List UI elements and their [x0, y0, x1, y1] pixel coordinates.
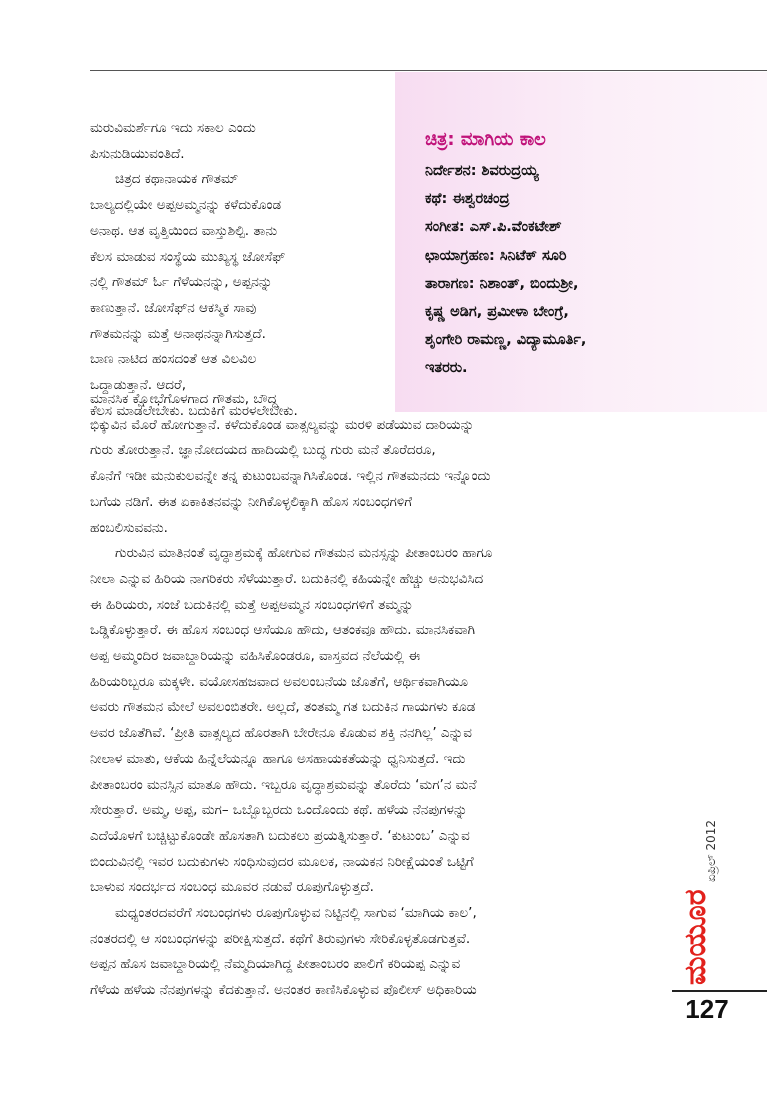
- text-line: ಭಿಕ್ಕುವಿನ ಮೊರೆ ಹೋಗುತ್ತಾನೆ. ಕಳೆದುಕೊಂಡ ವಾತ್ಸಲ್ಯವನ್ನು ಮರಳಿ ಪಡೆಯುವ ದಾರಿಯನ್ನು: [90, 416, 475, 433]
- credit-line: ಸಂಗೀತ: ಎಸ್.ಪಿ.ವೆಂಕಟೇಶ್: [425, 219, 562, 236]
- text-line: ಬಗೆಯ ನಡಿಗೆ. ಈತ ಏಕಾಕಿತನವನ್ನು ನೀಗಿಕೊಳ್ಳಲಿಕ್ಕಾಗಿ ಹೊಸ ಸಂಬಂಧಗಳಿಗೆ: [90, 493, 413, 510]
- magazine-footer: [668, 800, 728, 985]
- text-line: ಒಡ್ಡಿಕೊಳ್ಳುತ್ತಾರೆ. ಈ ಹೊಸ ಸಂಬಂಧ ಆಸೆಯೂ ಹೌದು, ಆತಂಕವೂ ಹೌದು. ಮಾನಸಿಕವಾಗಿ: [90, 622, 476, 639]
- top-rule: [90, 70, 767, 71]
- text-line: ಅನಾಥ. ಆತ ವೃತ್ತಿಯಿಂದ ವಾಸ್ತುಶಿಲ್ಪಿ. ತಾನು: [90, 222, 278, 239]
- film-credits: [425, 128, 755, 383]
- credit-line: ಕೃಷ್ಣ ಅಡಿಗ, ಪ್ರಮೀಳಾ ಬೇಂಗ್ರೆ,: [425, 304, 569, 321]
- text-line: ನಲ್ಲಿ ಗೌತಮ್ ರ್ಓ ಗೆಳೆಯನನ್ನು, ಅಪ್ಪನನ್ನು: [90, 274, 273, 291]
- text-line: ಅವರು ಗೌತಮನ ಮೇಲೆ ಅವಲಂಬಿತರೇ. ಅಲ್ಲದೆ, ತಂತಮ್ಮ ಗತ ಬದುಕಿನ ಗಾಯಗಳು ಕೂಡ: [90, 699, 476, 716]
- text-line: ಕಾಣುತ್ತಾನೆ. ಜೋಸೆಫ್‌ನ ಆಕಸ್ಮಿಕ ಸಾವು: [90, 299, 257, 316]
- text-line: ಹಿರಿಯರಿಬ್ಬರೂ ಮಕ್ಕಳೇ. ವಯೋಸಹಜವಾದ ಅವಲಂಬನೆಯ ಜೊತೆಗೆ, ಆರ್ಥಿಕವಾಗಿಯೂ: [90, 673, 469, 690]
- page-number: 127: [685, 994, 729, 1024]
- text-line: ಒದ್ದಾಡುತ್ತಾನೆ. ಆದರೆ,: [90, 377, 186, 394]
- text-line: ಎದೆಯೊಳಗೆ ಬಚ್ಚಿಟ್ಟುಕೊಂಡೇ ಹೊಸತಾಗಿ ಬದುಕಲು ಪ್ರಯತ್ನಿಸುತ್ತಾರೆ. ‘ಕುಟುಂಬ’ ಎನ್ನುವ: [90, 827, 470, 844]
- text-line: ಗುರು ತೋರುತ್ತಾನೆ. ಜ್ಞಾನೋದಯದ ಹಾದಿಯಲ್ಲಿ ಬುದ್ಧ ಗುರು ಮನೆ ತೊರೆದರೂ,: [90, 442, 436, 459]
- credit-line: ತಾರಾಗಣ: ನಿಶಾಂತ್, ಬಿಂದುಶ್ರೀ,: [425, 275, 579, 292]
- text-line: ಗೆಳೆಯ ಹಳೆಯ ನೆನಪುಗಳನ್ನು ಕೆದಕುತ್ತಾನೆ. ಅನಂತರ ಕಾಣಿಸಿಕೊಳ್ಳುವ ಪೊಲೀಸ್ ಅಧಿಕಾರಿಯ: [90, 982, 477, 999]
- text-line: ಬಾಣ ನಾಟಿದ ಹಂಸದಂತೆ ಆತ ವಿಲವಿಲ: [90, 351, 257, 368]
- magazine-masthead: ಮಯೂರ: [678, 889, 713, 985]
- text-line: ಬಿಂದುವಿನಲ್ಲಿ ಇವರ ಬದುಕುಗಳು ಸಂಧಿಸುವುದರ ಮೂಲಕ, ನಾಯಕನ ನಿರೀಕ್ಷೆಯಂತೆ ಒಟ್ಟಿಗೆ: [90, 853, 474, 870]
- credit-line: ಶೃಂಗೇರಿ ರಾಮಣ್ಣ, ವಿದ್ಯಾಮೂರ್ತಿ,: [425, 332, 587, 349]
- text-line: ನೀಲಾಳ ಮಾತು, ಆಕೆಯ ಹಿನ್ನೆಲೆಯನ್ನೂ ಹಾಗೂ ಅಸಹಾಯಕತೆಯನ್ನು ಧ್ವನಿಸುತ್ತದೆ. ಇದು: [90, 750, 466, 767]
- text-line: ಗುರುವಿನ ಮಾತಿನಂತೆ ವೃದ್ಧಾಶ್ರಮಕ್ಕೆ ಹೋಗುವ ಗೌತಮನ ಮನಸ್ಸನ್ನು ಪೀತಾಂಬರಂ ಹಾಗೂ: [115, 545, 493, 562]
- issue-date: ಏಪ್ರಿಲ್ 2012: [704, 820, 718, 882]
- text-line: ಪಿಸುನುಡಿಯುವಂತಿದೆ.: [90, 145, 185, 162]
- credit-line: ಕಥೆ: ಈಶ್ವರಚಂದ್ರ: [425, 191, 510, 208]
- film-title: ಚಿತ್ರ: ಮಾಗಿಯ ಕಾಲ: [425, 129, 546, 150]
- text-line: ಅವರ ಜೊತೆಗಿವೆ. ‘ಪ್ರೀತಿ ವಾತ್ಸಲ್ಯದ ಹೊರತಾಗಿ ಬೇರೇನೂ ಕೊಡುವ ಶಕ್ತಿ ನನಗಿಲ್ಲ’ ಎನ್ನುವ: [90, 725, 472, 742]
- credit-list: [425, 157, 755, 383]
- credit-line: ಛಾಯಾಗ್ರಹಣ: ಸಿನಿಟೆಕ್ ಸೂರಿ: [425, 247, 567, 264]
- text-line: ಕೆಲಸ ಮಾಡುವ ಸಂಸ್ಥೆಯ ಮುಖ್ಯಸ್ಥ ಜೋಸೆಫ್: [90, 248, 286, 265]
- text-line: ನೀಲಾ ಎನ್ನುವ ಹಿರಿಯ ನಾಗರಿಕರು ಸೆಳೆಯುತ್ತಾರೆ. ಬದುಕಿನಲ್ಲಿ ಕಹಿಯನ್ನೇ ಹೆಚ್ಚು ಅನುಭವಿಸಿದ: [90, 570, 484, 587]
- text-line: ಕೆಲಸ ಮಾಡಲೇಬೇಕು. ಬದುಕಿಗೆ ಮರಳಲೇಬೇಕು.: [90, 402, 298, 419]
- credit-line: ನಿರ್ದೇಶನ: ಶಿವರುದ್ರಯ್ಯ: [425, 163, 539, 179]
- text-line: ಈ ಹಿರಿಯರು, ಸಂಜೆ ಬದುಕಿನಲ್ಲಿ ಮತ್ತೆ ಅಪ್ಪಅಮ್ಮನ ಸಂಬಂಧಗಳಿಗೆ ತಮ್ಮನ್ನು: [90, 596, 414, 613]
- text-line: ಮರುವಿಮರ್ಶೆಗೂ ಇದು ಸಕಾಲ ಎಂದು: [90, 120, 256, 136]
- text-line: ಮಧ್ಯಂತರದವರೆಗೆ ಸಂಬಂಧಗಳು ರೂಪುಗೊಳ್ಳುವ ನಿಟ್ಟಿನಲ್ಲಿ ಸಾಗುವ ‘ಮಾಗಿಯ ಕಾಲ’,: [115, 905, 477, 922]
- text-line: ಪೀತಾಂಬರಂ ಮನಸ್ಸಿನ ಮಾತೂ ಹೌದು. ಇಬ್ಬರೂ ವೃದ್ಧಾಶ್ರಮವನ್ನು ತೊರೆದು ‘ಮಗ’ನ ಮನೆ: [90, 776, 477, 793]
- text-line: ನಂತರದಲ್ಲಿ ಆ ಸಂಬಂಧಗಳನ್ನು ಪರೀಕ್ಷಿಸುತ್ತದೆ. ಕಥೆಗೆ ತಿರುವುಗಳು ಸೇರಿಕೊಳ್ಳತೊಡಗುತ್ತವೆ.: [90, 930, 471, 947]
- credit-line: ಇತರರು.: [425, 360, 468, 377]
- text-line: ಸೇರುತ್ತಾರೆ. ಅಮ್ಮ, ಅಪ್ಪ, ಮಗ– ಒಬ್ಬೊಬ್ಬರದು ಒಂದೊಂದು ಕಥೆ. ಹಳೆಯ ನೆನಪುಗಳನ್ನು: [90, 802, 468, 819]
- text-line: ಬಾಳುವ ಸಂದರ್ಭದ ಸಂಬಂಧ ಮೂವರ ನಡುವೆ ರೂಪುಗೊಳ್ಳುತ್ತದೆ.: [90, 879, 374, 896]
- text-line: ಕೊನೆಗೆ ಇಡೀ ಮನುಕುಲವನ್ನೇ ತನ್ನ ಕುಟುಂಬವನ್ನಾಗಿಸಿಕೊಂಡ. ಇಲ್ಲಿನ ಗೌತಮನದು ಇನ್ನೊಂದು: [90, 468, 491, 485]
- article-column-wide: [90, 387, 650, 1004]
- text-line: ಬಾಲ್ಯದಲ್ಲಿಯೇ ಅಪ್ಪಅಮ್ಮನನ್ನು ಕಳೆದುಕೊಂಡ: [90, 197, 282, 214]
- text-line: ಹಂಬಲಿಸುವವನು.: [90, 519, 168, 536]
- text-line: ಅಪ್ಪ ಅಮ್ಮಂದಿರ ಜವಾಬ್ದಾರಿಯನ್ನು ವಹಿಸಿಕೊಂಡರೂ, ವಾಸ್ತವದ ನೆಲೆಯಲ್ಲಿ ಈ: [90, 648, 421, 665]
- article-column-narrow: [90, 116, 390, 424]
- text-line: ಚಿತ್ರದ ಕಥಾನಾಯಕ ಗೌತಮ್: [115, 171, 239, 188]
- text-line: ಅಪ್ಪನ ಹೊಸ ಜವಾಬ್ದಾರಿಯಲ್ಲಿ ನೆಮ್ಮದಿಯಾಗಿದ್ದ ಪೀತಾಂಬರಂ ಪಾಲಿಗೆ ಕರಿಯಪ್ಪ ಎನ್ನುವ: [90, 956, 461, 973]
- text-line: ಗೌತಮನನ್ನು ಮತ್ತೆ ಅನಾಥನನ್ನಾಗಿಸುತ್ತದೆ.: [90, 325, 266, 342]
- text-line: ಮಾನಸಿಕ ಕ್ಷೋಭೆಗೊಳಗಾದ ಗೌತಮ, ಬೌದ್ಧ: [90, 391, 278, 407]
